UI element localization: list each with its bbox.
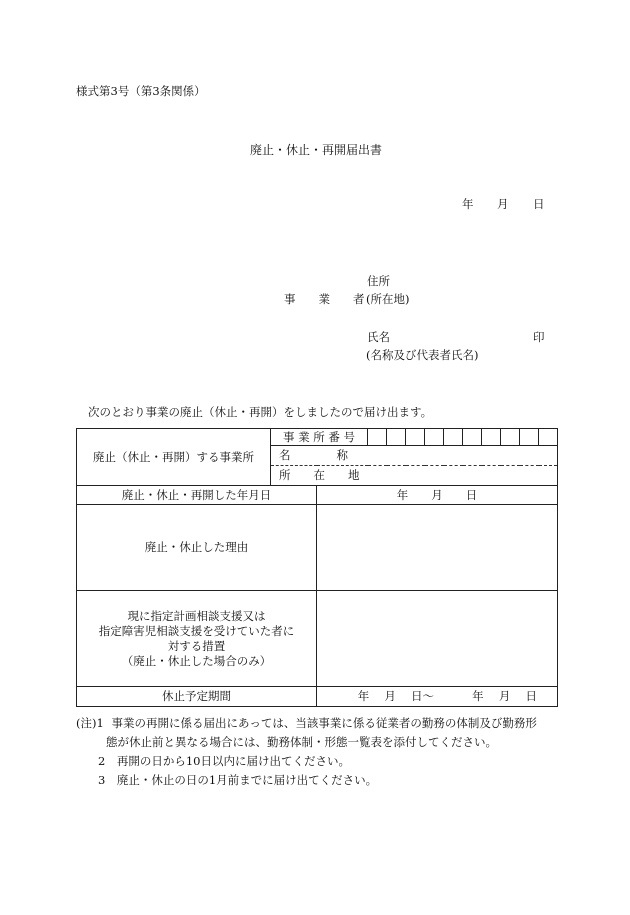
office-label: 廃止（休止・再開）する事業所 [93,449,254,464]
measures-field[interactable] [317,591,558,687]
period-value[interactable]: 年 月 日～ 年 月 日 [317,687,558,707]
office-number-digit[interactable] [539,429,558,446]
date-year: 年 [462,197,474,211]
office-number-digit[interactable] [463,429,482,446]
office-number-digit[interactable] [387,429,406,446]
reason-field[interactable] [317,505,558,591]
office-label-cell [77,429,271,486]
note-1 [76,716,537,730]
office-location-label: 所 在 地 [279,468,360,482]
note-1-line-2: 態が休止前と異なる場合には、勤務体制・形態一覧表を添付してください。 [106,735,497,749]
operator-label: 事 業 者 [284,292,365,306]
period-label: 休止予定期間 [77,687,317,707]
measures-label-line: 指定障害児相談支援を受けていた者に [98,623,295,638]
document-title: 廃止・休止・再開届出書 [250,143,383,157]
date-day: 日 [533,197,545,211]
measures-label-line: 現に指定計画相談支援又は [127,608,266,623]
seal-mark: 印 [533,330,545,344]
date-month: 月 [497,197,509,211]
note-1-prefix: (注)1 [76,716,104,730]
measures-label-line: （廃止・休止した場合のみ） [121,653,272,668]
office-name-label: 名 称 [279,448,348,462]
office-number-digit[interactable] [482,429,501,446]
office-location-row[interactable] [271,466,558,486]
office-number-digit[interactable] [406,429,425,446]
form-number: 様式第3号（第3条関係） [76,84,206,98]
name-label: 氏名 [367,330,390,344]
intro-text: 次のとおり事業の廃止（休止・再開）をしましたので届け出ます。 [88,405,433,419]
office-number-digit[interactable] [425,429,444,446]
note-1-line-1: 事業の再開に係る届出にあっては、当該事業に係る従業者の勤務の体制及び勤務形 [111,716,537,730]
measures-label-cell [77,591,317,687]
note-2: 2 再開の日から10日以内に届け出てください。 [98,754,350,768]
office-number-digit[interactable] [444,429,463,446]
office-number-digit[interactable] [368,429,387,446]
office-number-digit[interactable] [501,429,520,446]
measures-label-line: 対する措置 [167,638,226,653]
office-number-label: 事 業 所 番 号 [271,429,368,446]
address-note: (所在地) [366,292,410,306]
name-note: (名称及び代表者氏名) [366,348,479,362]
notification-table [76,428,558,707]
date-label: 廃止・休止・再開した年月日 [77,486,317,505]
date-value[interactable]: 年 月 日 [317,486,558,505]
note-3: 3 廃止・休止の日の1月前までに届け出てください。 [98,773,378,787]
address-label: 住所 [367,274,390,288]
office-number-digit[interactable] [520,429,539,446]
reason-label: 廃止・休止した理由 [77,505,317,591]
office-name-row[interactable] [271,446,558,466]
